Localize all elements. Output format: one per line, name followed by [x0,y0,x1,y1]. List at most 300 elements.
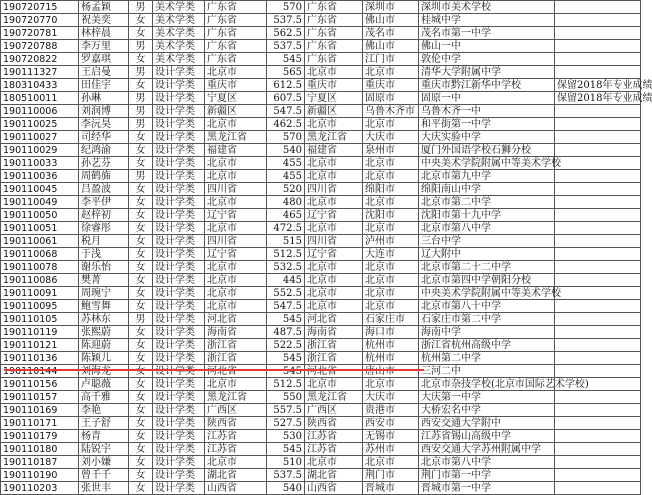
cell-id: 190110187 [1,456,79,469]
cell-gender: 女 [129,443,153,456]
cell-province-2: 广东省 [305,27,363,40]
cell-id: 190110171 [1,417,79,430]
cell-province: 浙江省 [205,352,267,365]
cell-province-2: 北京市 [305,196,363,209]
table-row [1,326,641,339]
cell-note [555,287,641,300]
cell-province-2: 浙江省 [305,339,363,352]
cell-city: 北京市 [363,157,419,170]
cell-province-2: 黑龙江省 [305,391,363,404]
cell-city: 北京市 [363,66,419,79]
table-row [1,391,641,404]
cell-gender: 女 [129,391,153,404]
cell-name: 王启曼 [79,66,129,79]
cell-city: 沈阳市 [363,209,419,222]
cell-note [555,443,641,456]
cell-id: 190110144 [1,365,79,378]
cell-gender: 女 [129,261,153,274]
cell-name: 李艳 [79,404,129,417]
cell-province-2: 北京市 [305,222,363,235]
cell-note [555,1,641,14]
cell-category: 设计学类 [153,300,205,313]
table-row [1,40,641,53]
cell-province: 北京市 [205,261,267,274]
cell-name: 曾千千 [79,469,129,482]
cell-score: 515 [267,235,305,248]
cell-score: 520 [267,183,305,196]
cell-note [555,66,641,79]
cell-school: 桂城中学 [419,14,555,27]
cell-id: 190110157 [1,391,79,404]
table-row [1,183,641,196]
cell-category: 设计学类 [153,235,205,248]
cell-name: 鲍雪舞 [79,300,129,313]
cell-province: 北京市 [205,274,267,287]
cell-category: 设计学类 [153,378,205,391]
cell-name: 陈颖儿 [79,352,129,365]
cell-name: 刘润博 [79,105,129,118]
cell-province-2: 辽宁省 [305,209,363,222]
cell-note [555,105,641,118]
cell-score: 480 [267,196,305,209]
table-row [1,430,641,443]
cell-school: 杭州第二中学 [419,352,555,365]
cell-gender: 男 [129,170,153,183]
cell-school: 敦伦中学 [419,53,555,66]
cell-school: 乌鲁木齐一中 [419,105,555,118]
cell-province: 广东省 [205,53,267,66]
cell-school: 北京市第二十二中学 [419,261,555,274]
cell-gender: 女 [129,417,153,430]
cell-id: 190110068 [1,248,79,261]
cell-category: 设计学类 [153,170,205,183]
cell-gender: 女 [129,209,153,222]
cell-score: 510 [267,456,305,469]
cell-note [555,248,641,261]
cell-name: 周鹤旆 [79,170,129,183]
cell-name: 陈迎蔚 [79,339,129,352]
cell-city: 大庆市 [363,391,419,404]
cell-id: 190720822 [1,53,79,66]
cell-score: 552.5 [267,287,305,300]
cell-province-2: 江苏省 [305,443,363,456]
cell-name: 张熙蔚 [79,326,129,339]
cell-school: 江苏省锡山高级中学 [419,430,555,443]
cell-note [555,482,641,495]
cell-name: 吕盈波 [79,183,129,196]
table-row [1,300,641,313]
cell-note: 保留2018年专业成绩 [555,92,641,105]
cell-score: 612.5 [267,79,305,92]
cell-score: 540 [267,482,305,495]
cell-category: 设计学类 [153,326,205,339]
cell-note [555,274,641,287]
cell-note [555,313,641,326]
cell-school: 北京市第八十中学 [419,300,555,313]
cell-category: 美术学类 [153,27,205,40]
cell-city: 佛山市 [363,40,419,53]
table-row [1,274,641,287]
cell-province-2: 福建省 [305,144,363,157]
cell-id: 190110190 [1,469,79,482]
cell-city: 北京市 [363,287,419,300]
cell-gender: 女 [129,27,153,40]
cell-category: 设计学类 [153,209,205,222]
cell-province: 北京市 [205,170,267,183]
cell-name: 孙艺芬 [79,157,129,170]
cell-gender: 女 [129,157,153,170]
cell-note [555,235,641,248]
cell-province: 海南省 [205,326,267,339]
cell-name: 赵梓初 [79,209,129,222]
table-row [1,261,641,274]
cell-school: 重庆市黔江新华中学校 [419,79,555,92]
cell-id: 190110136 [1,352,79,365]
table-row [1,79,641,92]
cell-category: 设计学类 [153,352,205,365]
cell-province: 北京市 [205,300,267,313]
red-highlight-line [4,369,424,371]
table-row [1,417,641,430]
cell-province-2: 宁夏区 [305,92,363,105]
cell-note [555,40,641,53]
cell-school: 西安交通大学附中 [419,417,555,430]
cell-score: 512.5 [267,248,305,261]
cell-city: 佛山市 [363,14,419,27]
cell-city: 苏州市 [363,443,419,456]
cell-gender: 女 [129,326,153,339]
cell-gender: 女 [129,469,153,482]
cell-id: 190720715 [1,1,79,14]
cell-note [555,183,641,196]
cell-province-2: 山西省 [305,482,363,495]
table-row [1,287,641,300]
cell-school: 北京市第四中学朝阳分校 [419,274,555,287]
cell-school: 清华大学附属中学 [419,66,555,79]
cell-name: 林梓晨 [79,27,129,40]
cell-category: 设计学类 [153,404,205,417]
cell-gender: 女 [129,274,153,287]
cell-name: 李沅昊 [79,118,129,131]
cell-category: 设计学类 [153,131,205,144]
cell-city: 江门市 [363,53,419,66]
cell-province: 江苏省 [205,443,267,456]
cell-city: 北京市 [363,261,419,274]
cell-category: 设计学类 [153,417,205,430]
table-row [1,144,641,157]
cell-province-2: 北京市 [305,66,363,79]
cell-province-2: 陕西省 [305,417,363,430]
cell-name: 纪鸿渝 [79,144,129,157]
table-row [1,170,641,183]
cell-city: 杭州市 [363,339,419,352]
cell-province-2: 广西区 [305,404,363,417]
cell-province-2: 新疆区 [305,105,363,118]
cell-category: 设计学类 [153,365,205,378]
cell-province: 河北省 [205,365,267,378]
cell-name: 樊菁 [79,274,129,287]
cell-note [555,53,641,66]
cell-category: 设计学类 [153,274,205,287]
cell-gender: 男 [129,92,153,105]
cell-province-2: 北京市 [305,157,363,170]
cell-category: 设计学类 [153,92,205,105]
cell-province-2: 广东省 [305,14,363,27]
cell-school: 大庆实验中学 [419,131,555,144]
cell-category: 美术学类 [153,53,205,66]
cell-province: 浙江省 [205,339,267,352]
table-row [1,53,641,66]
cell-province-2: 北京市 [305,287,363,300]
cell-province: 广东省 [205,27,267,40]
cell-province: 福建省 [205,144,267,157]
cell-score: 455 [267,170,305,183]
cell-school: 三台中学 [419,235,555,248]
cell-province: 北京市 [205,378,267,391]
cell-name: 刘海龙 [79,365,129,378]
cell-province-2: 北京市 [305,170,363,183]
cell-score: 537.5 [267,14,305,27]
cell-school: 北京市第二中学 [419,196,555,209]
cell-city: 茂名市 [363,27,419,40]
table-row [1,157,641,170]
cell-school: 沈阳市第十九中学 [419,209,555,222]
cell-province: 广西区 [205,404,267,417]
cell-id: 190110203 [1,482,79,495]
cell-school: 荆门市第一中学 [419,469,555,482]
cell-category: 美术学类 [153,14,205,27]
cell-id: 180310433 [1,79,79,92]
cell-id: 190110061 [1,235,79,248]
cell-category: 设计学类 [153,443,205,456]
cell-category: 设计学类 [153,183,205,196]
cell-school: 茂名市第一中学 [419,27,555,40]
cell-note [555,339,641,352]
cell-school: 佛山一中 [419,40,555,53]
cell-province-2: 四川省 [305,183,363,196]
cell-category: 设计学类 [153,248,205,261]
cell-id: 190720788 [1,40,79,53]
cell-score: 487.5 [267,326,305,339]
cell-province: 黑龙江省 [205,131,267,144]
cell-category: 设计学类 [153,79,205,92]
cell-province: 北京市 [205,456,267,469]
cell-category: 设计学类 [153,105,205,118]
table-row [1,222,641,235]
cell-city: 重庆市 [363,79,419,92]
cell-province-2: 北京市 [305,118,363,131]
cell-city: 贵港市 [363,404,419,417]
cell-school: 固原一中 [419,92,555,105]
cell-province-2: 河北省 [305,365,363,378]
cell-category: 设计学类 [153,469,205,482]
cell-score: 557.5 [267,404,305,417]
table-row [1,92,641,105]
table-row [1,131,641,144]
cell-score: 532.5 [267,261,305,274]
cell-province-2: 河北省 [305,313,363,326]
cell-id: 190110006 [1,105,79,118]
cell-category: 设计学类 [153,391,205,404]
cell-id: 190110033 [1,157,79,170]
cell-gender: 女 [129,404,153,417]
cell-school: 北京市第八中学 [419,222,555,235]
cell-province: 北京市 [205,222,267,235]
cell-gender: 男 [129,118,153,131]
cell-province: 湖北省 [205,469,267,482]
cell-school: 绵阳南山中学 [419,183,555,196]
cell-gender: 女 [129,339,153,352]
cell-score: 455 [267,157,305,170]
cell-id: 190110119 [1,326,79,339]
cell-province: 山西省 [205,482,267,495]
cell-school: 三河二中 [419,365,555,378]
cell-province-2: 重庆市 [305,79,363,92]
cell-gender: 女 [129,482,153,495]
cell-note [555,456,641,469]
cell-school: 大庆第一中学 [419,391,555,404]
cell-city: 北京市 [363,118,419,131]
cell-province-2: 广东省 [305,53,363,66]
cell-school: 海南中学 [419,326,555,339]
cell-score: 607.5 [267,92,305,105]
cell-note [555,404,641,417]
cell-id: 190720781 [1,27,79,40]
cell-score: 545 [267,352,305,365]
cell-province-2: 湖北省 [305,469,363,482]
cell-note [555,469,641,482]
cell-score: 537.5 [267,469,305,482]
cell-school: 晋城市第一中学 [419,482,555,495]
cell-gender: 女 [129,248,153,261]
cell-id: 190720770 [1,14,79,27]
cell-gender: 男 [129,105,153,118]
cell-note: 保留2018年专业成绩 [555,79,641,92]
cell-note [555,131,641,144]
cell-id: 180510011 [1,92,79,105]
cell-name: 罗嘉琪 [79,53,129,66]
cell-school: 中央美术学院附属中等美术学校 [419,157,555,170]
cell-name: 张世丰 [79,482,129,495]
cell-province: 新疆区 [205,105,267,118]
cell-note [555,144,641,157]
cell-id: 190110045 [1,183,79,196]
cell-gender: 女 [129,235,153,248]
cell-note [555,365,641,378]
cell-gender: 女 [129,79,153,92]
cell-category: 设计学类 [153,313,205,326]
cell-province: 宁夏区 [205,92,267,105]
cell-school: 北京市第九中学 [419,170,555,183]
cell-name: 杨青 [79,430,129,443]
table-row [1,209,641,222]
cell-id: 190110121 [1,339,79,352]
cell-id: 190110078 [1,261,79,274]
cell-score: 537.5 [267,40,305,53]
cell-school: 中央美术学院附属中等美术学校 [419,287,555,300]
cell-id: 190110036 [1,170,79,183]
table-row [1,482,641,495]
cell-city: 海口市 [363,326,419,339]
cell-city: 绵阳市 [363,183,419,196]
cell-note [555,352,641,365]
cell-category: 设计学类 [153,287,205,300]
cell-province: 北京市 [205,157,267,170]
cell-gender: 女 [129,365,153,378]
cell-id: 190111327 [1,66,79,79]
cell-gender: 女 [129,430,153,443]
cell-province-2: 北京市 [305,300,363,313]
cell-province-2: 辽宁省 [305,248,363,261]
cell-score: 522.5 [267,339,305,352]
table-row [1,443,641,456]
cell-note [555,261,641,274]
table-row [1,196,641,209]
cell-city: 北京市 [363,300,419,313]
cell-name: 谢乐怡 [79,261,129,274]
cell-gender: 男 [129,313,153,326]
table-row [1,313,641,326]
cell-name: 刘小嫌 [79,456,129,469]
cell-name: 卢聪薇 [79,378,129,391]
cell-gender: 女 [129,352,153,365]
cell-city: 泉州市 [363,144,419,157]
cell-score: 462.5 [267,118,305,131]
cell-city: 杭州市 [363,352,419,365]
cell-city: 晋城市 [363,482,419,495]
cell-school: 深圳市美术学校 [419,1,555,14]
table-row [1,118,641,131]
cell-school: 石家庄市第二中学 [419,313,555,326]
cell-category: 美术学类 [153,1,205,14]
cell-id: 190110169 [1,404,79,417]
cell-city: 泸州市 [363,235,419,248]
cell-gender: 女 [129,222,153,235]
cell-province-2: 海南省 [305,326,363,339]
cell-score: 545 [267,443,305,456]
cell-gender: 女 [129,196,153,209]
cell-name: 于浅 [79,248,129,261]
cell-gender: 女 [129,287,153,300]
cell-note [555,300,641,313]
cell-score: 545 [267,53,305,66]
cell-note [555,417,641,430]
cell-province-2: 北京市 [305,274,363,287]
cell-province: 重庆市 [205,79,267,92]
cell-note [555,430,641,443]
cell-city: 北京市 [363,170,419,183]
cell-province-2: 黑龙江省 [305,131,363,144]
cell-gender: 女 [129,456,153,469]
cell-province-2: 广东省 [305,40,363,53]
cell-province: 广东省 [205,1,267,14]
cell-gender: 女 [129,300,153,313]
cell-province-2: 广东省 [305,1,363,14]
cell-category: 设计学类 [153,261,205,274]
cell-school: 辽大附中 [419,248,555,261]
cell-province: 北京市 [205,118,267,131]
cell-province-2: 浙江省 [305,352,363,365]
cell-name: 田佳宇 [79,79,129,92]
cell-note [555,27,641,40]
cell-category: 设计学类 [153,118,205,131]
cell-note [555,326,641,339]
cell-province: 黑龙江省 [205,391,267,404]
cell-province: 北京市 [205,196,267,209]
cell-score: 540 [267,144,305,157]
table-row [1,352,641,365]
cell-province: 四川省 [205,235,267,248]
